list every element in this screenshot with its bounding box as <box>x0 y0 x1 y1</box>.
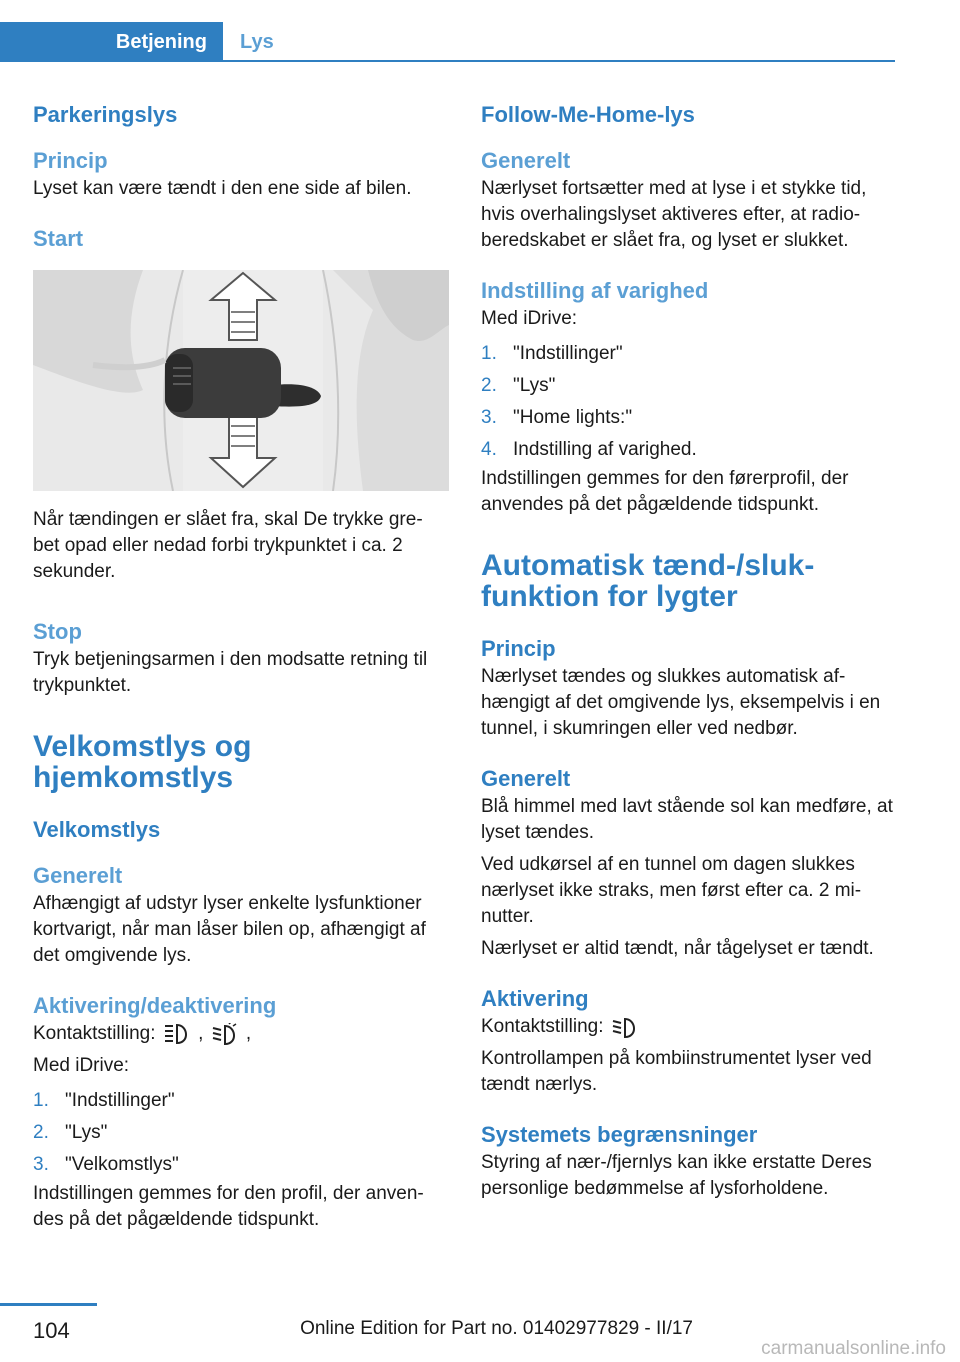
text-kontrollampe: Kontrollampen på kombiinstrumentet lyser ved tændt nærlys. <box>481 1048 872 1095</box>
tab-lys: Lys <box>240 30 274 53</box>
lever-illustration <box>33 270 449 491</box>
header-rule <box>0 60 895 62</box>
list-item: 4. Indstilling af varighed. <box>481 439 697 460</box>
text-kontaktstilling: Kontaktstilling: , , <box>33 1023 252 1044</box>
text-saved-right: Indstillingen gemmes for den førerprofil, der anvendes på det pågældende tidspunkt. <box>481 468 849 515</box>
list-item: 1. "Indstillinger" <box>481 343 623 364</box>
heading-velkomstlys: Velkomstlys <box>33 817 161 842</box>
text-princip-right: Nærlyset tændes og slukkes automatisk af‐hængigt af det omgivende lys, eksempelvis i en tunnel, i skumringen eller ved nedbør. <box>481 666 881 739</box>
idrive-steps-left <box>33 1085 449 1181</box>
kontakt-label: Kontaktstilling: <box>33 1023 156 1044</box>
heading-indstilling-varighed: Indstilling af varighed <box>481 278 709 303</box>
heading-princip-right: Princip <box>481 636 556 661</box>
footer-rule <box>0 1303 97 1306</box>
text-gen2c: Nærlyset er altid tændt, når tågelyset er tændt. <box>481 938 874 959</box>
text-generelt-right: Nærlyset fortsætter med at lyse i et stykke tid, hvis overhalingslyset aktiveres efter, at radio‐beredskabet er slået fra, og lyset er slukket. <box>481 178 867 251</box>
left-column <box>33 100 449 1233</box>
kontakt-label-right: Kontaktstilling: <box>481 1016 604 1037</box>
heading-aktivering-deaktivering: Aktivering/deaktivering <box>33 993 277 1018</box>
text-gen2a: Blå himmel med lavt stående sol kan medføre, at lyset tændes. <box>481 796 893 843</box>
text-generelt: Afhængigt af udstyr lyser enkelte lysfunktioner kortvarigt, når man låser bilen op, afhængigt af det omgivende lys. <box>33 893 426 966</box>
list-item: 2. "Lys" <box>481 375 556 396</box>
text-kontaktstilling-right <box>481 1014 897 1040</box>
heading-follow-me-home: Follow-Me-Home-lys <box>481 102 695 127</box>
heading-automatisk-1: Automatisk tænd-/sluk‐ <box>481 549 815 582</box>
text-start: Når tændingen er slået fra, skal De trykke gre‐bet opad eller nedad forbi trykpunktet i ca. 2 sekunder. <box>33 509 423 582</box>
text-med-idrive: Med iDrive: <box>33 1055 130 1076</box>
heading-systemets-begraensninger: Systemets begrænsninger <box>481 1122 758 1147</box>
list-item: 3. "Velkomstlys" <box>33 1154 179 1175</box>
heading-automatisk-2: funktion for lygter <box>481 580 738 613</box>
text-system: Styring af nær-/fjernlys kan ikke erstatte Deres personlige bedømmelse af lysforholdene. <box>481 1152 872 1199</box>
ignition-position-2-icon <box>609 1016 641 1038</box>
page-number: 104 <box>33 1318 70 1343</box>
watermark: carmanualsonline.info <box>761 1338 946 1359</box>
edition-text: Online Edition for Part no. 01402977829 - II/17 <box>300 1318 693 1339</box>
list-item: 3. "Home lights:" <box>481 407 633 428</box>
idrive-steps-right <box>481 338 897 466</box>
tab-betjening: Betjening <box>0 22 223 62</box>
text-saved-left: Indstillingen gemmes for den profil, der anven‐des på det pågældende tidspunkt. <box>33 1183 424 1230</box>
heading-start: Start <box>33 226 84 251</box>
heading-generelt-right: Generelt <box>481 148 571 173</box>
ignition-position-1-icon <box>161 1023 193 1045</box>
heading-generelt: Generelt <box>33 863 123 888</box>
heading-aktivering: Aktivering <box>481 986 589 1011</box>
heading-princip: Princip <box>33 148 108 173</box>
list-item: 1. "Indstillinger" <box>33 1090 175 1111</box>
heading-hjemkomstlys: hjemkomstlys <box>33 761 234 794</box>
right-column <box>481 100 897 1202</box>
text-gen2b: Ved udkørsel af en tunnel om dagen slukkes nærlyset ikke straks, men først efter ca. 2 mi‐nutter. <box>481 854 862 927</box>
list-item: 2. "Lys" <box>33 1122 108 1143</box>
heading-generelt-right-2: Generelt <box>481 766 571 791</box>
heading-velkomstlys-og: Velkomstlys og <box>33 730 252 763</box>
heading-parkeringslys: Parkeringslys <box>33 102 178 127</box>
ignition-position-2-icon <box>209 1023 241 1045</box>
heading-stop: Stop <box>33 619 82 644</box>
text-med-idrive-right: Med iDrive: <box>481 308 578 329</box>
text-princip: Lyset kan være tændt i den ene side af bilen. <box>33 178 412 199</box>
text-stop: Tryk betjeningsarmen i den modsatte retning til trykpunktet. <box>33 649 428 696</box>
